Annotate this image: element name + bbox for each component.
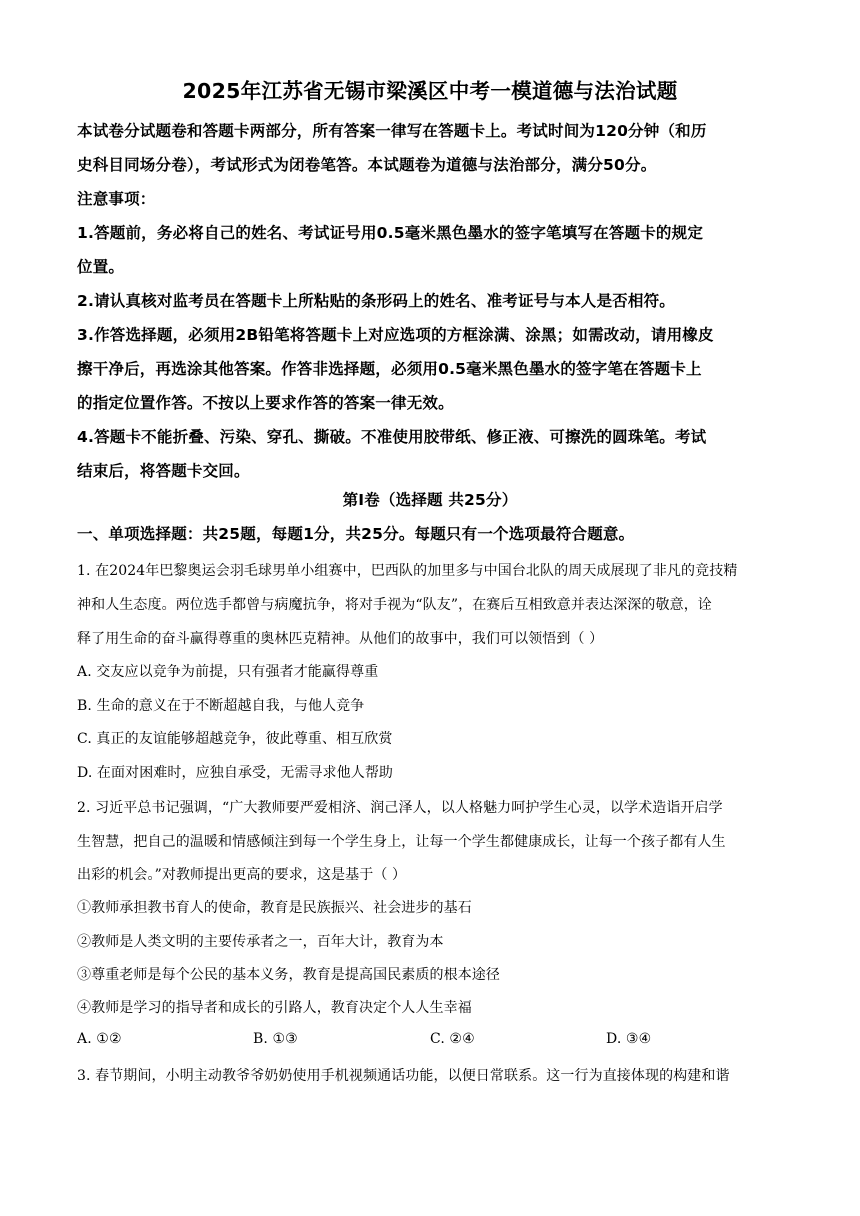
question-2-option-a: A. ①② <box>77 1031 122 1047</box>
section-title: 第Ⅰ卷（选择题 共25分） <box>342 491 518 509</box>
question-1-option-d: D. 在面对困难时，应独自承受，无需寻求他人帮助 <box>77 765 394 781</box>
question-2-option-b: B. ①③ <box>253 1031 298 1047</box>
notice-line: 的指定位置作答。不按以上要求作答的答案一律无效。 <box>77 394 454 412</box>
question-2-item: ③尊重老师是每个公民的基本义务，教育是提高国民素质的根本途径 <box>77 967 500 983</box>
notice-line: 结束后，将答题卡交回。 <box>77 462 250 480</box>
question-1-stem: 1. 在2024年巴黎奥运会羽毛球男单小组赛中，巴西队的加里多与中国台北队的周天成展现了非凡的竞技精 <box>77 563 738 579</box>
intro-line: 史科目同场分卷），考试形式为闭卷笔答。本试题卷为道德与法治部分，满分50分。 <box>77 156 657 174</box>
question-2-stem: 出彩的机会。”对教师提出更高的要求，这是基于（ ） <box>77 867 407 883</box>
notice-line: 位置。 <box>77 258 125 276</box>
question-2-stem: 生智慧，把自己的温暖和情感倾注到每一个学生身上，让每一个学生都健康成长，让每一个孩子都有人生 <box>77 834 726 850</box>
question-1-option-b: B. 生命的意义在于不断超越自我，与他人竞争 <box>77 698 365 714</box>
part-heading: 一、单项选择题：共25题，每题1分，共25分。每题只有一个选项最符合题意。 <box>77 525 635 543</box>
question-2-item: ②教师是人类文明的主要传承者之一，百年大计，教育为本 <box>77 934 444 950</box>
question-2-option-d: D. ③④ <box>606 1031 652 1047</box>
notice-line: 擦干净后，再选涂其他答案。作答非选择题，必须用0.5毫米黑色墨水的签字笔在答题卡上 <box>77 360 702 378</box>
question-2-option-c: C. ②④ <box>430 1031 475 1047</box>
question-3-stem: 3. 春节期间，小明主动教爷爷奶奶使用手机视频通话功能，以便日常联系。这一行为直接体现的构建和谐 <box>77 1068 730 1084</box>
question-2-stem: 2. 习近平总书记强调，“广大教师要严爱相济、润己泽人，以人格魅力呵护学生心灵，以学术造诣开启学 <box>77 800 723 816</box>
question-2-item: ④教师是学习的指导者和成长的引路人，教育决定个人人生幸福 <box>77 1000 472 1016</box>
notice-line: 4.答题卡不能折叠、污染、穿孔、撕破。不准使用胶带纸、修正液、可擦洗的圆珠笔。考试 <box>77 428 707 446</box>
page-title: 2025年江苏省无锡市梁溪区中考一模道德与法治试题 <box>182 79 678 103</box>
question-1-stem: 释了用生命的奋斗赢得尊重的奥林匹克精神。从他们的故事中，我们可以领悟到（ ） <box>77 631 604 647</box>
notice-heading: 注意事项： <box>77 190 156 208</box>
notice-line: 3.作答选择题，必须用2B铅笔将答题卡上对应选项的方框涂满、涂黑；如需改动，请用橡皮 <box>77 326 714 344</box>
intro-line: 本试卷分试题卷和答题卡两部分，所有答案一律写在答题卡上。考试时间为120分钟（和历 <box>77 122 707 140</box>
question-1-stem: 神和人生态度。两位选手都曾与病魔抗争，将对手视为“队友”，在赛后互相致意并表达深深的敬意，诠 <box>77 597 712 613</box>
question-2-item: ①教师承担教书育人的使命，教育是民族振兴、社会进步的基石 <box>77 900 472 916</box>
notice-line: 2.请认真核对监考员在答题卡上所粘贴的条形码上的姓名、准考证号与本人是否相符。 <box>77 292 675 310</box>
notice-line: 1.答题前，务必将自己的姓名、考试证号用0.5毫米黑色墨水的签字笔填写在答题卡的规定 <box>77 224 704 242</box>
question-1-option-c: C. 真正的友谊能够超越竞争，彼此尊重、相互欣赏 <box>77 731 393 747</box>
question-1-option-a: A. 交友应以竞争为前提，只有强者才能赢得尊重 <box>77 664 379 680</box>
